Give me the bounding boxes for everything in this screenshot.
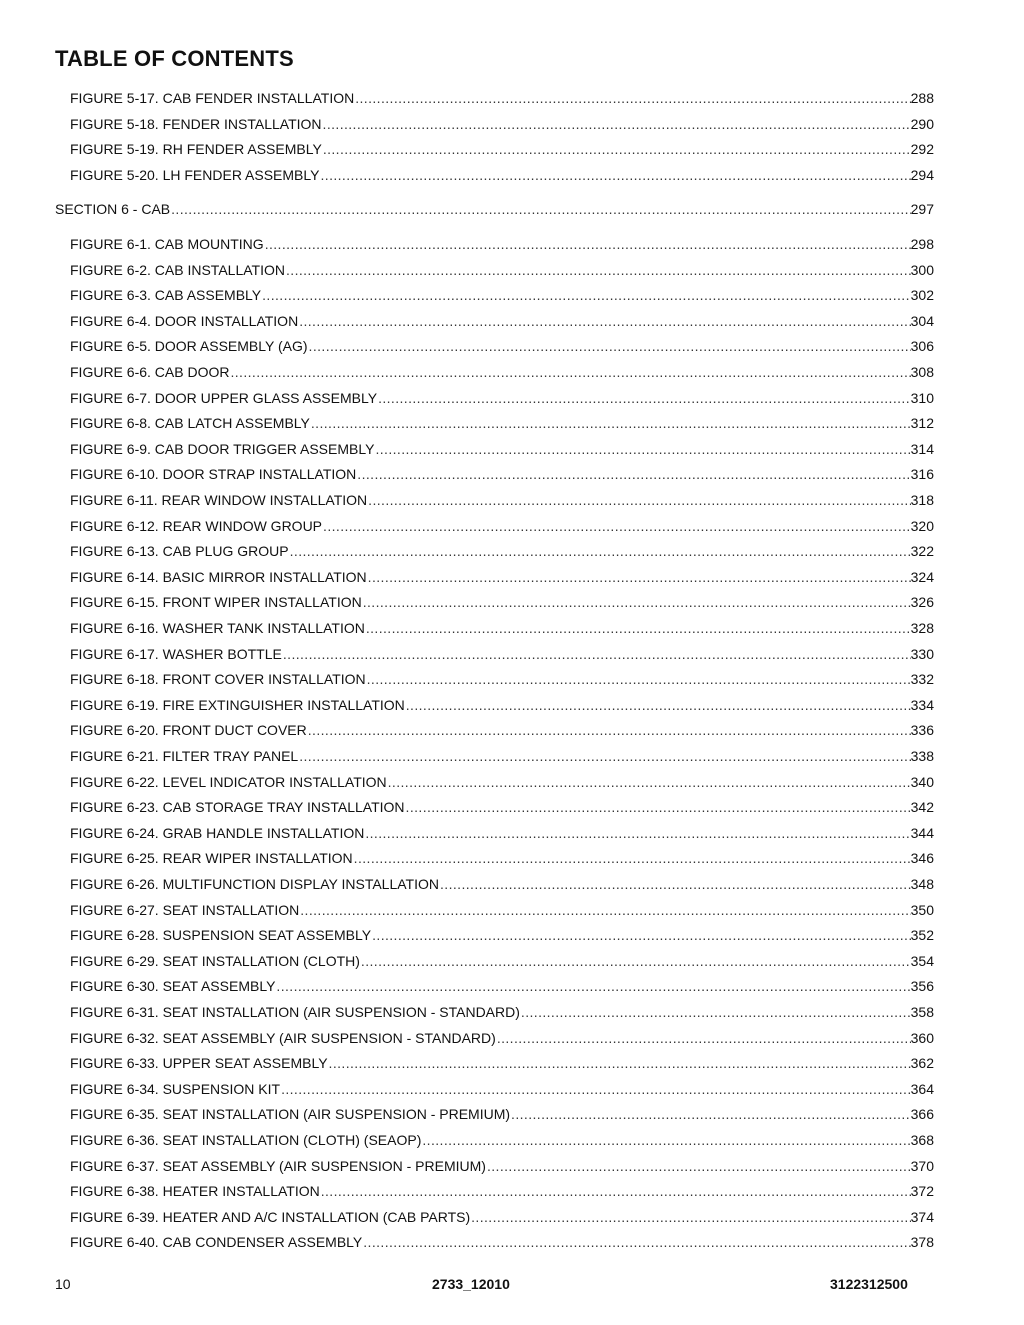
toc-figure-entry[interactable] [70, 87, 934, 109]
toc-entry-label: FIGURE 6-36. SEAT INSTALLATION (CLOTH) (SEAOP) [70, 1132, 422, 1148]
dot-leader [285, 259, 911, 281]
dot-leader [319, 164, 910, 186]
toc-entry-page: 310 [910, 389, 934, 406]
dot-leader [439, 873, 911, 895]
toc-figure-entry[interactable] [70, 847, 934, 869]
toc-entry-label: FIGURE 6-21. FILTER TRAY PANEL [70, 748, 299, 764]
dot-leader [322, 138, 911, 160]
toc-entry-page: 322 [910, 543, 934, 560]
footer-page-number: 10 [55, 1276, 71, 1292]
dot-leader [387, 771, 911, 793]
toc-figure-entry[interactable] [70, 975, 934, 997]
toc-figure-entry[interactable] [70, 515, 934, 537]
toc-entry-label: FIGURE 6-10. DOOR STRAP INSTALLATION [70, 466, 357, 483]
toc-entry-label: FIGURE 6-8. CAB LATCH ASSEMBLY [70, 415, 310, 432]
toc-figure-entry[interactable] [70, 489, 934, 511]
toc-entry-label: FIGURE 6-37. SEAT ASSEMBLY (AIR SUSPENSION - PREMIUM) [70, 1157, 486, 1174]
toc-entry-page: 314 [910, 440, 934, 457]
dot-leader [362, 1231, 910, 1253]
dot-leader [371, 924, 911, 946]
toc-figure-entry[interactable] [70, 668, 934, 690]
toc-entry-label: FIGURE 6-1. CAB MOUNTING [70, 236, 264, 252]
toc-entry-page: 294 [910, 166, 934, 183]
toc-entry-label: FIGURE 6-20. FRONT DUCT COVER [70, 722, 307, 739]
dot-leader [298, 310, 910, 332]
toc-entry-label: FIGURE 6-31. SEAT INSTALLATION (AIR SUSPENSION - STANDARD) [70, 1004, 520, 1020]
toc-figure-entry[interactable] [70, 310, 934, 332]
dot-leader [170, 198, 911, 220]
dot-leader [298, 745, 910, 767]
toc-figure-entry[interactable] [70, 591, 934, 613]
toc-entry-label: FIGURE 6-34. SUSPENSION KIT [70, 1080, 281, 1097]
toc-entry-page: 352 [910, 927, 934, 944]
toc-figure-entry[interactable] [70, 438, 934, 460]
dot-leader [367, 566, 911, 588]
toc-entry-label: SECTION 6 - CAB [55, 201, 171, 218]
toc-entry-label: FIGURE 6-2. CAB INSTALLATION [70, 261, 285, 278]
toc-figure-entry[interactable] [70, 1129, 934, 1151]
toc-entry-page: 326 [910, 594, 934, 611]
toc-entry-label: FIGURE 6-18. FRONT COVER INSTALLATION [70, 671, 366, 688]
toc-figure-entry[interactable] [70, 113, 934, 135]
toc-figure-entry[interactable] [70, 233, 934, 255]
toc-entry-page: 362 [910, 1055, 934, 1072]
dot-leader [299, 899, 910, 921]
dot-leader [310, 412, 911, 434]
toc-entry-label: FIGURE 6-5. DOOR ASSEMBLY (AG) [70, 338, 308, 355]
toc-entry-label: FIGURE 6-11. REAR WINDOW INSTALLATION [70, 492, 368, 508]
dot-leader [229, 361, 910, 383]
toc-entry-label: FIGURE 6-3. CAB ASSEMBLY [70, 287, 262, 304]
toc-section-entry[interactable] [55, 198, 934, 220]
toc-entry-label: FIGURE 6-14. BASIC MIRROR INSTALLATION [70, 568, 367, 585]
dot-leader [275, 975, 910, 997]
dot-leader [322, 113, 911, 135]
toc-entry-page: 370 [910, 1157, 934, 1174]
dot-leader [366, 668, 911, 690]
toc-figure-entry[interactable] [70, 1027, 934, 1049]
toc-entry-page: 364 [910, 1080, 934, 1097]
toc-entry-label: FIGURE 6-22. LEVEL INDICATOR INSTALLATION [70, 773, 387, 790]
toc-figure-entry[interactable] [70, 745, 934, 767]
dot-leader [367, 489, 910, 511]
toc-entry-page: 336 [910, 722, 934, 739]
toc-entry-page: 360 [910, 1029, 934, 1046]
dot-leader [405, 694, 911, 716]
toc-entry-page: 324 [910, 568, 934, 585]
dot-leader [520, 1001, 911, 1023]
toc-entry-label: FIGURE 5-17. CAB FENDER INSTALLATION [70, 90, 355, 106]
toc-entry-page: 332 [910, 671, 934, 688]
toc-entry-page: 297 [910, 201, 934, 218]
toc-figure-entry[interactable] [70, 1180, 934, 1202]
dot-leader [356, 463, 910, 485]
dot-leader [421, 1129, 910, 1151]
dot-leader [289, 540, 911, 562]
toc-figure-entry[interactable] [70, 771, 934, 793]
toc-entry-label: FIGURE 6-23. CAB STORAGE TRAY INSTALLATION [70, 799, 405, 816]
dot-leader [280, 1078, 911, 1100]
dot-leader [354, 87, 910, 109]
toc-entry-label: FIGURE 6-15. FRONT WIPER INSTALLATION [70, 594, 362, 611]
toc-figure-entry[interactable] [70, 138, 934, 160]
toc-figure-entry[interactable] [70, 164, 934, 186]
toc-figure-entry[interactable] [70, 950, 934, 972]
toc-entry-page: 290 [910, 115, 934, 132]
dot-leader [364, 822, 910, 844]
toc-entry-label: FIGURE 6-9. CAB DOOR TRIGGER ASSEMBLY [70, 440, 375, 457]
toc-entry-label: FIGURE 5-19. RH FENDER ASSEMBLY [70, 141, 322, 158]
dot-leader [264, 233, 911, 255]
dot-leader [282, 643, 911, 665]
toc-entry-label: FIGURE 6-19. FIRE EXTINGUISHER INSTALLATION [70, 696, 405, 713]
toc-figure-entry[interactable] [70, 1206, 934, 1228]
toc-entry-label: FIGURE 6-13. CAB PLUG GROUP [70, 543, 289, 560]
toc-entry-label: FIGURE 6-7. DOOR UPPER GLASS ASSEMBLY [70, 389, 378, 406]
dot-leader [374, 438, 910, 460]
toc-entry-label: FIGURE 6-12. REAR WINDOW GROUP [70, 517, 323, 534]
toc-figure-entry[interactable] [70, 335, 934, 357]
toc-entry-label: FIGURE 6-6. CAB DOOR [70, 364, 230, 380]
toc-entry-page: 350 [910, 901, 934, 918]
toc-figure-entry[interactable] [70, 1078, 934, 1100]
toc-entry-label: FIGURE 6-40. CAB CONDENSER ASSEMBLY [70, 1234, 363, 1251]
toc-figure-entry[interactable] [70, 259, 934, 281]
toc-entry-page: 372 [910, 1183, 934, 1200]
toc-entry-page: 320 [910, 517, 934, 534]
toc-entry-label: FIGURE 6-32. SEAT ASSEMBLY (AIR SUSPENSION - STANDARD) [70, 1029, 496, 1046]
toc-figure-entry[interactable] [70, 873, 934, 895]
toc-figure-entry[interactable] [70, 1231, 934, 1253]
toc-entry-page: 368 [910, 1132, 934, 1148]
toc-entry-page: 300 [910, 261, 934, 278]
toc-entry-label: FIGURE 6-27. SEAT INSTALLATION [70, 901, 300, 918]
toc-entry-page: 334 [910, 696, 934, 713]
toc-entry-page: 348 [910, 876, 934, 892]
toc-figure-entry[interactable] [70, 540, 934, 562]
dot-leader [377, 387, 911, 409]
toc-entry-page: 298 [910, 236, 934, 252]
toc-figure-entry[interactable] [70, 1103, 934, 1125]
toc-entry-page: 340 [910, 773, 934, 790]
toc-entry-label: FIGURE 6-30. SEAT ASSEMBLY [70, 978, 276, 995]
toc-figure-entry[interactable] [70, 463, 934, 485]
footer-part-number: 3122312500 [830, 1276, 908, 1292]
dot-leader [328, 1052, 911, 1074]
toc-figure-entry[interactable] [70, 899, 934, 921]
toc-figure-entry[interactable] [70, 566, 934, 588]
toc-entry-label: FIGURE 6-38. HEATER INSTALLATION [70, 1183, 320, 1200]
toc-entry-page: 378 [910, 1234, 934, 1251]
toc-entry-label: FIGURE 6-28. SUSPENSION SEAT ASSEMBLY [70, 927, 372, 944]
dot-leader [307, 719, 911, 741]
toc-figure-entry[interactable] [70, 796, 934, 818]
dot-leader [353, 847, 911, 869]
toc-entry-label: FIGURE 6-33. UPPER SEAT ASSEMBLY [70, 1055, 328, 1072]
dot-leader [360, 950, 911, 972]
dot-leader [362, 591, 911, 613]
toc-entry-label: FIGURE 6-16. WASHER TANK INSTALLATION [70, 620, 365, 636]
dot-leader [365, 617, 911, 639]
dot-leader [470, 1206, 911, 1228]
toc-figure-entry[interactable] [70, 617, 934, 639]
toc-figure-entry[interactable] [70, 361, 934, 383]
toc-figure-entry[interactable] [70, 1001, 934, 1023]
toc-entry-page: 288 [910, 90, 934, 106]
toc-figure-entry[interactable] [70, 284, 934, 306]
toc-entry-label: FIGURE 5-18. FENDER INSTALLATION [70, 115, 322, 132]
toc-figure-entry[interactable] [70, 643, 934, 665]
toc-entry-page: 306 [910, 338, 934, 355]
toc-entry-page: 318 [910, 492, 934, 508]
toc-entry-page: 356 [910, 978, 934, 995]
dot-leader [510, 1103, 911, 1125]
toc-figure-entry[interactable] [70, 412, 934, 434]
toc-entry-label: FIGURE 6-17. WASHER BOTTLE [70, 645, 282, 662]
toc-entry-page: 358 [910, 1004, 934, 1020]
toc-entry-label: FIGURE 6-26. MULTIFUNCTION DISPLAY INSTALLATION [70, 876, 439, 892]
dot-leader [496, 1027, 911, 1049]
footer-doc-code: 2733_12010 [432, 1276, 510, 1292]
toc-entry-label: FIGURE 6-39. HEATER AND A/C INSTALLATION (CAB PARTS) [70, 1208, 471, 1225]
toc-entry-page: 354 [910, 952, 934, 969]
dot-leader [261, 284, 911, 306]
dot-leader [308, 335, 911, 357]
toc-entry-label: FIGURE 6-4. DOOR INSTALLATION [70, 312, 299, 329]
toc-entry-label: FIGURE 6-29. SEAT INSTALLATION (CLOTH) [70, 952, 360, 969]
toc-figure-entry[interactable] [70, 387, 934, 409]
toc-entry-page: 366 [910, 1106, 934, 1123]
toc-entry-page: 312 [910, 415, 934, 432]
toc-entry-page: 302 [910, 287, 934, 304]
toc-figure-entry[interactable] [70, 719, 934, 741]
toc-figure-entry[interactable] [70, 694, 934, 716]
toc-entry-page: 330 [910, 645, 934, 662]
toc-figure-entry[interactable] [70, 1052, 934, 1074]
dot-leader [320, 1180, 911, 1202]
toc-figure-entry[interactable] [70, 1155, 934, 1177]
toc-entry-page: 344 [910, 824, 934, 841]
toc-entry-page: 292 [910, 141, 934, 158]
toc-entry-page: 304 [910, 312, 934, 329]
toc-figure-entry[interactable] [70, 822, 934, 844]
toc-entry-page: 328 [910, 620, 934, 636]
toc-entry-label: FIGURE 6-24. GRAB HANDLE INSTALLATION [70, 824, 365, 841]
dot-leader [322, 515, 911, 537]
toc-entry-page: 308 [910, 364, 934, 380]
toc-entry-page: 338 [910, 748, 934, 764]
toc-entry-page: 346 [910, 850, 934, 867]
dot-leader [486, 1155, 911, 1177]
toc-entry-page: 374 [910, 1208, 934, 1225]
toc-entry-page: 342 [910, 799, 934, 816]
toc-figure-entry[interactable] [70, 924, 934, 946]
toc-entry-label: FIGURE 6-25. REAR WIPER INSTALLATION [70, 850, 353, 867]
toc-entry-label: FIGURE 6-35. SEAT INSTALLATION (AIR SUSPENSION - PREMIUM) [70, 1106, 511, 1123]
toc-entry-page: 316 [910, 466, 934, 483]
toc-entry-label: FIGURE 5-20. LH FENDER ASSEMBLY [70, 166, 320, 183]
page-title: TABLE OF CONTENTS [55, 46, 294, 71]
dot-leader [405, 796, 911, 818]
